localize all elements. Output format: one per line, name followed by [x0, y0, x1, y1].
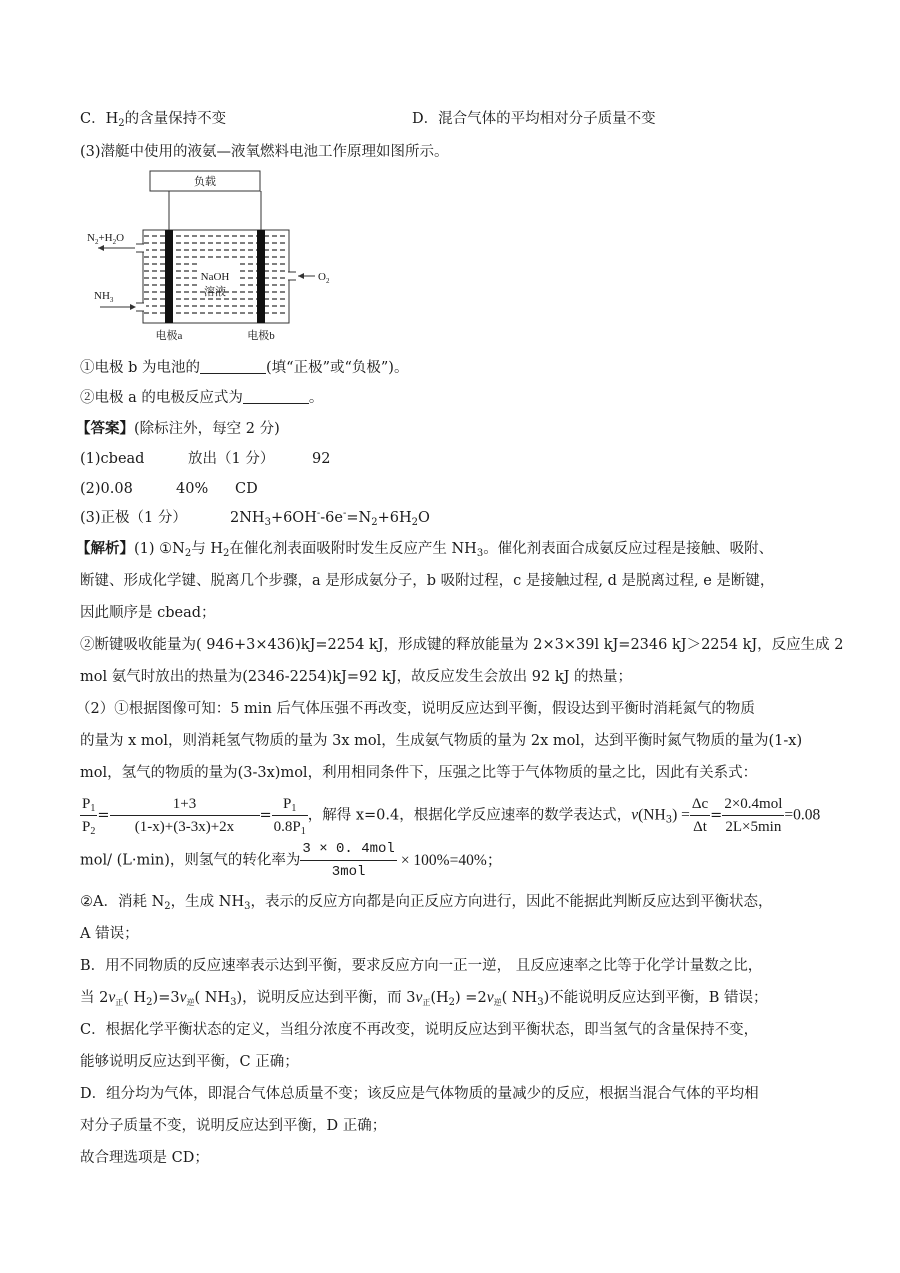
option-d: D．混合气体的平均相对分子质量不变: [412, 111, 656, 127]
answer-3: [80, 508, 430, 528]
analysis-line-2: 断键、形成化学键、脱离几个步骤，a 是形成氨分子，b 吸附过程，c 是接触过程, d 是脱离过程, e 是断键，: [80, 573, 775, 589]
analysis-line-11: B．用不同物质的反应速率表示达到平衡，要求反应方向一正一逆， 且反应速率之比等于化学计量数之比，: [80, 958, 763, 974]
load-label: 负载: [194, 176, 216, 188]
analysis-line-3: 因此顺序是 cbead；: [80, 605, 216, 621]
fraction-rate: $\frac{\text{2×0.4mol}}{2L\times 5\min}$: [724, 796, 783, 835]
answer-3-equation: $2NH_3+6OH^--6e^-=N_2+6H_2O$: [230, 508, 430, 528]
electrolyte-label-2: 溶液: [204, 286, 226, 298]
o2-label: $O_2$: [318, 271, 330, 285]
q3-sub1-post: (填“正极”或“负极”)。: [266, 360, 409, 376]
answer-heading: 【答案】: [76, 420, 134, 437]
answer-1-part2: 放出（1 分）: [188, 451, 275, 467]
option-c-rest: 的含量保持不变: [124, 111, 227, 127]
option-c-text: C．H: [80, 111, 119, 127]
equation-pressure-rate: $\frac{P_1}{P_2}$ = $\frac{1+3}{(1-x)+(3-3x)+2x}$ = $\frac{P_1}{0.8P_1}$ ，解得 x=0.4，根据化学反应速率的数学表达式，$v(NH_3)$ = $\frac{\Delta c}{\Delta t}$ = $\frac{\text{2×0.4mol}}{2L\times 5\min}$ =0.08: [82, 796, 821, 837]
analysis-heading: 【解析】: [76, 540, 134, 557]
answer-2: [80, 479, 258, 499]
answer-header: [76, 419, 280, 439]
analysis-line-4: ②断键吸收能量为( 946+3×436)kJ=2254 kJ，形成键的释放能量为 2×3×39l kJ=2346 kJ＞2254 kJ，反应生成 2: [80, 637, 844, 653]
analysis-line-12: 当 $2v_正$( $H_2)=3v_逆$( $NH_3$)，说明反应达到平衡，而 $3v_正(H_2) =2v_逆$( $NH_3$)不能说明反应达到平衡，B 错误；: [80, 989, 768, 1008]
analysis-line-17: 故合理选项是 CD；: [80, 1150, 209, 1166]
analysis-line-13: C．根据化学平衡状态的定义，当组分浓度不再改变，说明反应达到平衡状态，即当氢气的含量保持不变，: [80, 1022, 759, 1038]
q3-intro: (3)潜艇中使用的液氨—液氧燃料电池工作原理如图所示。: [80, 144, 449, 160]
answer-2-part2: 40%: [176, 481, 209, 497]
analysis-line-16: 对分子质量不变，说明反应达到平衡，D 正确；: [80, 1118, 387, 1134]
option-c: [80, 109, 226, 129]
q3-sub2-pre: ②电极 a 的电极反应式为: [80, 390, 243, 406]
outlet-label: $N_2+H_2O$: [87, 232, 125, 246]
answer-blank-2[interactable]: [243, 389, 309, 404]
answer-1-part1: (1)cbead: [80, 451, 145, 467]
fraction-dc-dt: $\frac{\Delta c}{\Delta t}$: [691, 796, 709, 835]
electrolyte-label-1: NaOH: [200, 271, 230, 283]
analysis-line-10: A 错误；: [80, 926, 139, 942]
fuel-cell-diagram: [80, 168, 340, 348]
option-c-sub: 2: [118, 118, 125, 129]
fraction-conversion: $\frac{\text{3 × 0. 4mol}}{\text{3mol}}$: [302, 841, 395, 880]
analysis-line-8: mol，氢气的物质的量为(3-3x)mol，利用相同条件下，压强之比等于气体物质的量之比，因此有关系式：: [80, 765, 758, 781]
analysis-line-1: 【解析】(1) $①N_2$与 $H_2$在催化剂表面吸附时发生反应产生 $NH_3$。催化剂表面合成氨反应过程是接触、吸附、: [76, 540, 774, 559]
analysis-line-6: （2）①根据图像可知：5 min 后气体压强不再改变，说明反应达到平衡，假设达到平衡时消耗氮气的物质: [76, 701, 755, 717]
answer-1: [80, 449, 331, 469]
analysis-line-5: mol 氨气时放出的热量为(2346-2254)kJ=92 kJ，故反应发生会放出 92 kJ 的热量；: [80, 669, 633, 685]
answer-blank-1[interactable]: [200, 359, 266, 374]
electrode-a-label: 电极a: [155, 330, 183, 342]
q3-sub1-pre: ①电极 b 为电池的: [80, 360, 200, 376]
fraction-p1-p2: $\frac{P_1}{P_2}$: [82, 796, 96, 837]
answer-3-label: (3)正极（1 分）: [80, 510, 187, 526]
answer-2-part1: (2)0.08: [80, 481, 133, 497]
electrode-a-bar: [165, 230, 173, 323]
analysis-line-15: D．组分均为气体，即混合气体总质量不变；该反应是气体物质的量减少的反应，根据当混合气体的平均相: [80, 1086, 759, 1102]
answer-1-part3: 92: [312, 451, 331, 467]
q3-sub2: [80, 388, 323, 408]
equation-conversion: mol/ (L·min)，则氢气的转化率为 $\frac{\text{3 × 0. 4mol}}{\text{3mol}}$ × 100%=40%；: [80, 841, 503, 880]
analysis-line-9: ②A．消耗 $N_2$，生成 $NH_3$，表示的反应方向都是向正反应方向进行，因此不能据此判断反应达到平衡状态，: [80, 894, 773, 912]
answer-note: (除标注外，每空 2 分): [134, 421, 280, 437]
analysis-line-7: 的量为 x mol，则消耗氢气物质的量为 3x mol，生成氨气物质的量为 2x mol，达到平衡时氮气物质的量为(1-x): [80, 733, 803, 749]
fraction-pressure: $\frac{P_1}{0.8P_1}$: [273, 796, 306, 837]
answer-2-part3: CD: [235, 481, 258, 497]
q3-sub2-post: 。: [308, 390, 324, 406]
fraction-moles: $\frac{1+3}{(1-x)+(3-3x)+2x}$: [110, 795, 260, 836]
nh3-label: $NH_3$: [94, 290, 114, 304]
electrode-b-bar: [257, 230, 265, 323]
electrode-b-label: 电极b: [247, 330, 275, 342]
analysis-line-14: 能够说明反应达到平衡，C 正确；: [80, 1054, 299, 1070]
q3-sub1: [80, 358, 408, 378]
